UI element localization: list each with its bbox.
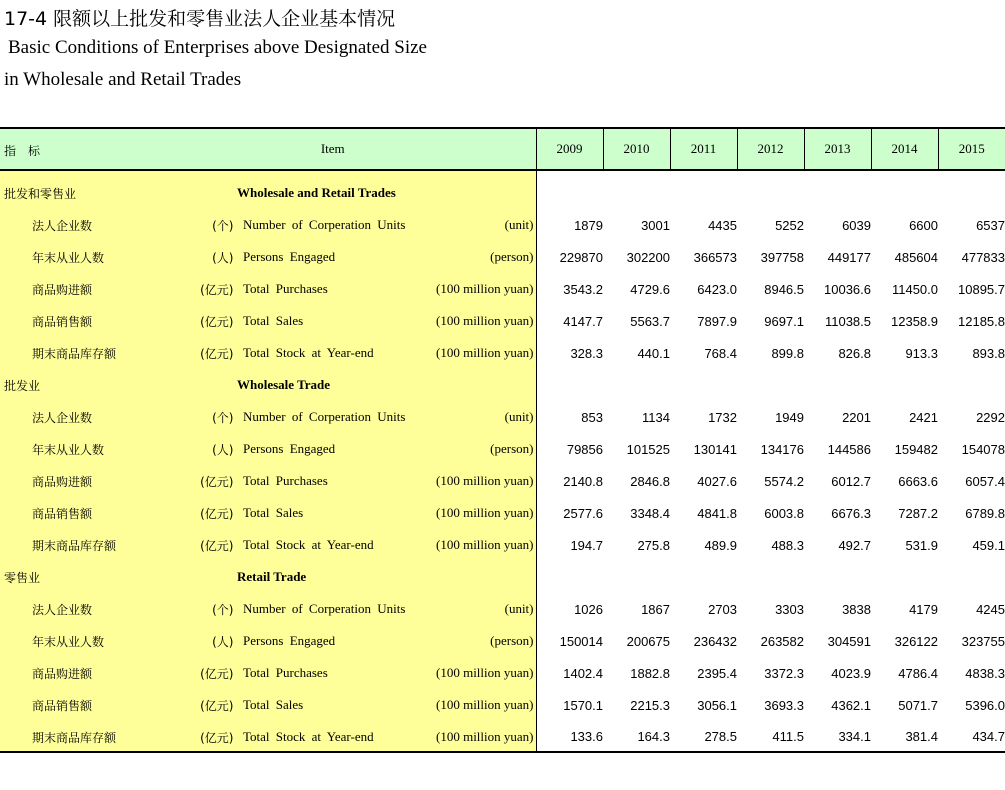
- table-row: [0, 273, 1005, 305]
- value-cell: 12358.9: [891, 313, 938, 329]
- row-label-english: Total Stock at Year-end: [243, 537, 374, 552]
- value-cell: 6600: [909, 217, 938, 233]
- table-header: [0, 128, 1005, 170]
- row-label-chinese: 年末从业人数: [32, 251, 105, 265]
- table-row: [0, 497, 1005, 529]
- value-cell: 2846.8: [630, 473, 670, 489]
- table-row: [0, 433, 1005, 465]
- page-title-english-line1: Basic Conditions of Enterprises above Designated Size: [8, 37, 427, 58]
- row-label-chinese: 期末商品库存额: [32, 347, 117, 361]
- row-unit-chinese: (亿元): [200, 315, 234, 329]
- value-cell: 4147.7: [563, 313, 603, 329]
- row-unit-english: (100 million yuan): [436, 313, 534, 328]
- value-cell: 101525: [626, 441, 670, 457]
- row-label-chinese: 商品购进额: [32, 283, 93, 297]
- value-cell: 4362.1: [831, 697, 871, 713]
- header-item-chinese: 指 标: [4, 144, 41, 158]
- page-title-chinese: 17-4 限额以上批发和零售业法人企业基本情况: [4, 8, 396, 30]
- statistics-table: [0, 127, 1005, 753]
- table-row: [0, 305, 1005, 337]
- value-cell: 4838.3: [965, 665, 1005, 681]
- header-year-2009: 2009: [536, 128, 603, 170]
- section-title-chinese: 批发和零售业: [4, 187, 77, 201]
- row-label-chinese: 商品销售额: [32, 315, 93, 329]
- page-title-english-line2: in Wholesale and Retail Trades: [4, 69, 242, 90]
- row-unit-chinese: (个): [212, 219, 234, 233]
- value-cell: 334.1: [804, 721, 871, 752]
- value-cell: 236432: [693, 633, 737, 649]
- value-cell: 6057.4: [965, 473, 1005, 489]
- table-row: [0, 689, 1005, 721]
- table-row: [0, 657, 1005, 689]
- row-label-chinese: 法人企业数: [32, 411, 93, 425]
- value-cell: 485604: [894, 249, 938, 265]
- value-cell: 381.4: [871, 721, 938, 752]
- header-year-2011: 2011: [670, 128, 737, 170]
- table-row: [0, 337, 1005, 369]
- value-cell: 200675: [626, 633, 670, 649]
- table-spacer-row: [0, 170, 1005, 177]
- table-row: [0, 529, 1005, 561]
- value-cell: 899.8: [771, 345, 804, 361]
- row-label-english: Number of Corperation Units: [243, 601, 406, 616]
- section-title-chinese: 批发业: [4, 379, 41, 393]
- value-cell: 11038.5: [824, 313, 871, 329]
- value-cell: 4179: [909, 601, 938, 617]
- value-cell: 5396.0: [965, 697, 1005, 713]
- value-cell: 4786.4: [898, 665, 938, 681]
- table-row: [0, 241, 1005, 273]
- row-unit-english: (unit): [504, 601, 534, 616]
- row-label-english: Persons Engaged: [243, 441, 336, 456]
- value-cell: 6012.7: [831, 473, 871, 489]
- header-year-2015: 2015: [938, 128, 1005, 170]
- value-cell: 2421: [909, 409, 938, 425]
- row-unit-chinese: (亿元): [200, 475, 234, 489]
- row-label-english: Number of Corperation Units: [243, 409, 406, 424]
- value-cell: 159482: [894, 441, 938, 457]
- row-unit-chinese: (亿元): [200, 347, 234, 361]
- row-label-english: Total Sales: [243, 505, 304, 520]
- row-unit-chinese: (人): [212, 443, 234, 457]
- row-label-english: Number of Corperation Units: [243, 217, 406, 232]
- value-cell: 1949: [775, 409, 804, 425]
- row-label-chinese: 年末从业人数: [32, 443, 105, 457]
- value-cell: 2140.8: [563, 473, 603, 489]
- value-cell: 2292: [976, 409, 1005, 425]
- value-cell: 3693.3: [764, 697, 804, 713]
- value-cell: 1026: [574, 601, 603, 617]
- value-cell: 2703: [708, 601, 737, 617]
- row-unit-chinese: (亿元): [200, 283, 234, 297]
- value-cell: 2215.3: [630, 697, 670, 713]
- value-cell: 2201: [842, 409, 871, 425]
- value-cell: 4729.6: [630, 281, 670, 297]
- row-unit-chinese: (亿元): [200, 667, 234, 681]
- row-unit-english: (100 million yuan): [436, 729, 534, 744]
- value-cell: 133.6: [536, 721, 603, 752]
- row-unit-english: (100 million yuan): [436, 345, 534, 360]
- row-label-chinese: 商品销售额: [32, 699, 93, 713]
- table-row: [0, 401, 1005, 433]
- value-cell: 492.7: [838, 537, 871, 553]
- value-cell: 459.1: [972, 537, 1005, 553]
- value-cell: 411.5: [737, 721, 804, 752]
- value-cell: 4245: [976, 601, 1005, 617]
- row-unit-english: (unit): [504, 217, 534, 232]
- value-cell: 4023.9: [831, 665, 871, 681]
- value-cell: 3838: [842, 601, 871, 617]
- row-label-english: Persons Engaged: [243, 633, 336, 648]
- row-unit-chinese: (亿元): [200, 731, 234, 745]
- value-cell: 449177: [827, 249, 871, 265]
- value-cell: 7897.9: [697, 313, 737, 329]
- value-cell: 2395.4: [697, 665, 737, 681]
- value-cell: 6039: [842, 217, 871, 233]
- value-cell: 440.1: [637, 345, 670, 361]
- row-label-english: Total Purchases: [243, 665, 328, 680]
- row-unit-english: (100 million yuan): [436, 537, 534, 552]
- value-cell: 4841.8: [697, 505, 737, 521]
- row-unit-chinese: (人): [212, 635, 234, 649]
- section-title-english: Retail Trade: [237, 569, 307, 584]
- row-unit-english: (person): [490, 249, 534, 264]
- section-row: [0, 369, 1005, 401]
- value-cell: 6676.3: [831, 505, 871, 521]
- section-title-english: Wholesale and Retail Trades: [237, 185, 396, 200]
- table-row: [0, 209, 1005, 241]
- value-cell: 10036.6: [824, 281, 871, 297]
- row-label-chinese: 期末商品库存额: [32, 539, 117, 553]
- row-unit-english: (person): [490, 633, 534, 648]
- value-cell: 6537: [976, 217, 1005, 233]
- row-label-chinese: 商品销售额: [32, 507, 93, 521]
- value-cell: 150014: [559, 633, 603, 649]
- value-cell: 5252: [775, 217, 804, 233]
- value-cell: 6003.8: [764, 505, 804, 521]
- header-item: [0, 128, 536, 170]
- value-cell: 194.7: [570, 537, 603, 553]
- value-cell: 1134: [642, 409, 670, 425]
- value-cell: 5574.2: [764, 473, 804, 489]
- value-cell: 79856: [566, 441, 603, 457]
- value-cell: 263582: [760, 633, 804, 649]
- value-cell: 12185.8: [958, 313, 1005, 329]
- value-cell: 488.3: [771, 537, 804, 553]
- value-cell: 326122: [894, 633, 938, 649]
- row-unit-chinese: (亿元): [200, 539, 234, 553]
- row-label-chinese: 商品购进额: [32, 667, 93, 681]
- value-cell: 768.4: [704, 345, 737, 361]
- value-cell: 5071.7: [898, 697, 938, 713]
- value-cell: 1402.4: [563, 665, 603, 681]
- row-unit-chinese: (亿元): [200, 507, 234, 521]
- header-item-english: Item: [320, 141, 345, 156]
- header-year-2010: 2010: [603, 128, 670, 170]
- value-cell: 11450.0: [891, 281, 938, 297]
- value-cell: 9697.1: [764, 313, 804, 329]
- value-cell: 1882.8: [630, 665, 670, 681]
- value-cell: 144586: [827, 441, 871, 457]
- value-cell: 6663.6: [898, 473, 938, 489]
- value-cell: 1879: [574, 217, 603, 233]
- value-cell: 893.8: [972, 345, 1005, 361]
- row-unit-english: (100 million yuan): [436, 505, 534, 520]
- value-cell: 2577.6: [563, 505, 603, 521]
- value-cell: 3372.3: [764, 665, 804, 681]
- value-cell: 531.9: [905, 537, 938, 553]
- value-cell: 397758: [760, 249, 804, 265]
- value-cell: 3543.2: [563, 281, 603, 297]
- value-cell: 3348.4: [630, 505, 670, 521]
- value-cell: 826.8: [838, 345, 871, 361]
- row-unit-chinese: (个): [212, 411, 234, 425]
- row-unit-english: (100 million yuan): [436, 697, 534, 712]
- row-label-chinese: 法人企业数: [32, 219, 93, 233]
- row-unit-english: (100 million yuan): [436, 473, 534, 488]
- row-label-english: Total Sales: [243, 313, 304, 328]
- value-cell: 489.9: [704, 537, 737, 553]
- value-cell: 275.8: [637, 537, 670, 553]
- row-label-english: Total Purchases: [243, 281, 328, 296]
- row-label-chinese: 期末商品库存额: [32, 731, 117, 745]
- row-label-english: Total Stock at Year-end: [243, 345, 374, 360]
- value-cell: 366573: [693, 249, 737, 265]
- value-cell: 5563.7: [630, 313, 670, 329]
- row-unit-chinese: (亿元): [200, 699, 234, 713]
- row-label-chinese: 年末从业人数: [32, 635, 105, 649]
- header-year-2014: 2014: [871, 128, 938, 170]
- value-cell: 3056.1: [697, 697, 737, 713]
- value-cell: 302200: [626, 249, 670, 265]
- section-row: [0, 177, 1005, 209]
- header-year-2013: 2013: [804, 128, 871, 170]
- section-title-chinese: 零售业: [4, 571, 41, 585]
- value-cell: 3303: [775, 601, 804, 617]
- row-label-english: Persons Engaged: [243, 249, 336, 264]
- value-cell: 134176: [760, 441, 804, 457]
- value-cell: 328.3: [570, 345, 603, 361]
- row-unit-english: (person): [490, 441, 534, 456]
- value-cell: 1867: [641, 601, 670, 617]
- value-cell: 323755: [961, 633, 1005, 649]
- value-cell: 6423.0: [697, 281, 737, 297]
- value-cell: 130141: [693, 441, 737, 457]
- table-row: [0, 593, 1005, 625]
- table-body: [0, 170, 1005, 752]
- value-cell: 304591: [827, 633, 871, 649]
- section-title-english: Wholesale Trade: [237, 377, 331, 392]
- value-cell: 1732: [708, 409, 737, 425]
- value-cell: 164.3: [603, 721, 670, 752]
- value-cell: 6789.8: [965, 505, 1005, 521]
- value-cell: 154078: [961, 441, 1005, 457]
- row-label-chinese: 法人企业数: [32, 603, 93, 617]
- value-cell: 278.5: [670, 721, 737, 752]
- section-row: [0, 561, 1005, 593]
- row-unit-chinese: (人): [212, 251, 234, 265]
- row-label-english: Total Sales: [243, 697, 304, 712]
- table-row: [0, 625, 1005, 657]
- value-cell: 7287.2: [898, 505, 938, 521]
- row-unit-english: (100 million yuan): [436, 281, 534, 296]
- row-label-chinese: 商品购进额: [32, 475, 93, 489]
- value-cell: 10895.7: [958, 281, 1005, 297]
- row-unit-english: (100 million yuan): [436, 665, 534, 680]
- value-cell: 4027.6: [697, 473, 737, 489]
- value-cell: 913.3: [905, 345, 938, 361]
- value-cell: 477833: [961, 249, 1005, 265]
- table-row: [0, 465, 1005, 497]
- value-cell: 229870: [559, 249, 603, 265]
- value-cell: 4435: [708, 217, 737, 233]
- value-cell: 1570.1: [563, 697, 603, 713]
- value-cell: 434.7: [938, 721, 1005, 752]
- value-cell: 853: [581, 409, 603, 425]
- value-cell: 8946.5: [764, 281, 804, 297]
- row-label-english: Total Stock at Year-end: [243, 729, 374, 744]
- table-row: [0, 721, 1005, 752]
- value-cell: 3001: [641, 217, 670, 233]
- header-year-2012: 2012: [737, 128, 804, 170]
- row-unit-english: (unit): [504, 409, 534, 424]
- row-unit-chinese: (个): [212, 603, 234, 617]
- row-label-english: Total Purchases: [243, 473, 328, 488]
